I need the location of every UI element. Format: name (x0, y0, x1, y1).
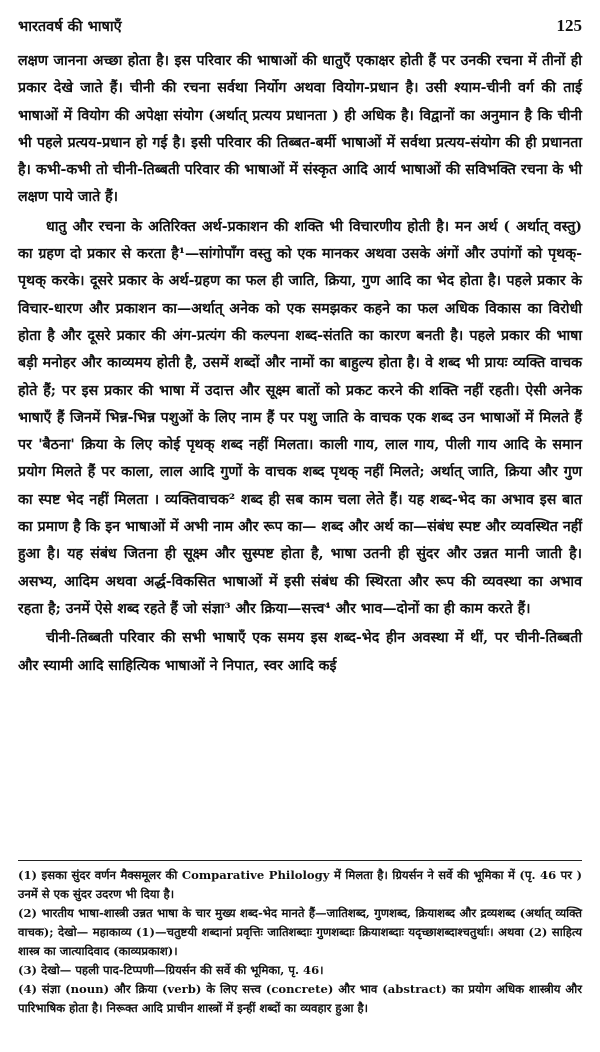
footnote: (4) संज्ञा (noun) और क्रिया (verb) के लिए सत्त्व (concrete) और भाव (abstract) का प्रयोग अधिक शास्त्रीय और पारिभाषिक होता है। निरूक्त आदि प्राचीन शास्त्रों में इन्हीं शब्दों का व्यवहार हुआ है। (18, 982, 582, 1015)
running-head (18, 16, 582, 40)
footnotes (18, 866, 582, 1018)
footnote: (3) देखो— पहली पाद-टिप्पणी—ग्रियर्सन की सर्वे की भूमिका, पृ. 46। (18, 963, 324, 977)
running-title: भारतवर्ष की भाषाएँ (18, 18, 122, 35)
page-number: 125 (556, 16, 582, 35)
footnote: (2) भारतीय भाषा-शास्त्री उन्नत भाषा के चार मुख्य शब्द-भेद मानते हैं—जातिशब्द, गुणशब्द, क्रियाशब्द और द्रव्यशब्द (अर्थात् व्यक्ति वाचक); देखो— महाकाव्य (1)—चतुष्टयी शब्दानां प्रवृत्तिः जातिशब्दाः गुणशब्दाः क्रियाशब्दाः यदृच्छाशब्दाश्चतुर्थाः। अथवा (2) साहित्य शास्त्र का जात्यादिवाद (काव्यप्रकाश)। (18, 906, 582, 958)
footnote-divider (18, 860, 582, 861)
paragraph: लक्षण जानना अच्छा होता है। इस परिवार की भाषाओं की धातुएँ एकाक्षर होती हैं पर उनकी रचना में तीनों ही प्रकार देखे जाते हैं। चीनी की रचना सर्वथा निर्योग अथवा वियोग-प्रधान है। उसी श्याम-चीनी वर्ग की ताई भाषाओं में वियोग की अपेक्षा संयोग (अर्थात् प्रत्यय प्रधानता ) ही अधिक है। विद्वानों का अनुमान है कि चीनी भी पहले प्रत्यय-प्रधान हो गई है। इसी परिवार की तिब्बत-बर्मी भाषाओं में सर्वथा प्रत्यय-संयोग की ही प्रधानता है। कभी-कभी तो चीनी-तिब्बती परिवार की भाषाओं में संस्कृत आदि आर्य भाषाओं की सविभक्ति रचना के भी लक्षण पाये जाते हैं। (18, 53, 582, 206)
main-text (18, 48, 582, 680)
footnote: (1) इसका सुंदर वर्णन मैक्समूलर की Comparative Philology में मिलता है। ग्रियर्सन ने सर्वे की भूमिका में (पृ. 46 पर ) उनमें से एक सुंदर उदरण भी दिया है। (18, 868, 582, 901)
paragraph: चीनी-तिब्बती परिवार की सभी भाषाएँ एक समय इस शब्द-भेद हीन अवस्था में थीं, पर चीनी-तिब्बती और स्यामी आदि साहित्यिक भाषाओं ने निपात, स्वर आदि कई (18, 630, 582, 674)
paragraph: धातु और रचना के अतिरिक्त अर्थ-प्रकाशन की शक्ति भी विचारणीय होती है। मन अर्थ ( अर्थात् वस्तु) का ग्रहण दो प्रकार से करता है¹—सांगोपाँग वस्तु को एक मानकर अथवा उसके अंगों और उपांगों को पृथक्-पृथक् करके। दूसरे प्रकार के अर्थ-ग्रहण का फल ही जाति, क्रिया, गुण आदि का भेद होता है। पहले प्रकार के विचार-धारण और प्रकाशन का—अर्थात् अनेक को एक समझकर कहने का फल अधिक विकास का विरोधी होता है और दूसरे प्रकार की अंग-प्रत्यंग की कल्पना शब्द-संतति का कारण बनती है। पहले प्रकार की भाषा बड़ी मनोहर और काव्यमय होती है, उसमें शब्दों और नामों का बाहुल्य होता है। वे शब्द भी प्रायः व्यक्ति वाचक होते हैं; पर इस प्रकार की भाषा में उदात्त और सूक्ष्म बातों को प्रकट करने की शक्ति नहीं रहती। ऐसी अनेक भाषाएँ हैं जिनमें भिन्न-भिन्न पशुओं के लिए नाम हैं पर पशु जाति के वाचक एक शब्द उन भाषाओं में मिलते हैं पर 'बैठना' क्रिया के लिए कोई पृथक् शब्द नहीं मिलता। काली गाय, लाल गाय, पीली गाय आदि के समान प्रयोग मिलते हैं पर काला, लाल आदि गुणों के वाचक शब्द पृथक् नहीं मिलते; अर्थात् जाति, क्रिया और गुण का स्पष्ट भेद नहीं मिलता । व्यक्तिवाचक² शब्द ही सब काम चला लेते हैं। यह शब्द-भेद का अभाव इस बात का प्रमाण है कि इन भाषाओं में अभी नाम और रूप का— शब्द और अर्थ का—संबंध स्पष्ट और व्यवस्थित नहीं हुआ है। यह संबंध जितना ही सूक्ष्म और सुस्पष्ट होता है, भाषा उतनी ही सुंदर और उन्नत मानी जाती है। असभ्य, आदिम अथवा अर्द्ध-विकसित भाषाओं में इसी संबंध की स्थिरता और रूप की व्यवस्था का अभाव रहता है; उनमें ऐसे शब्द रहते हैं जो संज्ञा³ और क्रिया—सत्त्व⁴ और भाव—दोनों का ही काम करते हैं। (18, 218, 582, 617)
